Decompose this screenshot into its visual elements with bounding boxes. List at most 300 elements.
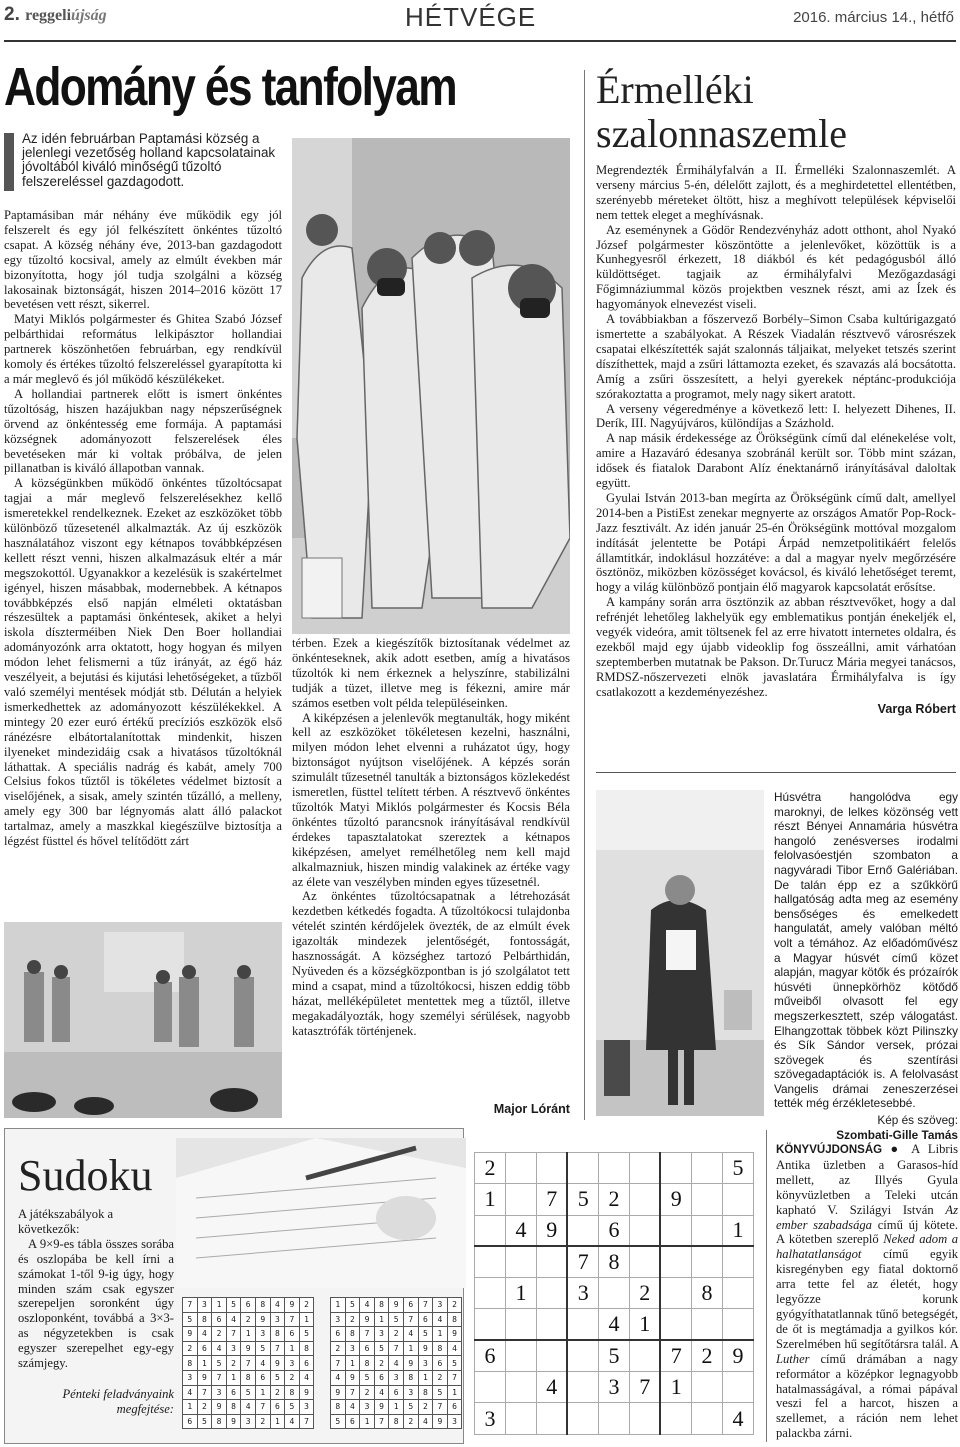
solution-cell: 2 [299, 1298, 314, 1313]
solution-cell: 5 [374, 1341, 389, 1356]
solution-cell: 5 [331, 1414, 346, 1429]
puzzle-cell [598, 1403, 629, 1434]
puzzle-cell: 9 [722, 1340, 753, 1371]
sudoku-row [475, 1372, 754, 1403]
caption-credit-label: Kép és szöveg: [877, 1113, 958, 1128]
puzzle-cell: 4 [536, 1372, 567, 1403]
paragraph: Megrendezték Érmihályfalván a II. Érmelléki Szalonnaszemlét. A verseny március 5-én, délelőtt zajlott, és a meghirdetettel ellentétben, szerényebb méreteket öltött, hisz a meghívott települések képviselői nem tettek eleget a meghívásnak. [596, 163, 956, 222]
column-divider [584, 70, 585, 1120]
sudoku-row [475, 1215, 754, 1246]
right-article-author: Varga Róbert [877, 701, 956, 716]
solution-cell: 1 [255, 1385, 270, 1400]
puzzle-cell [629, 1215, 660, 1246]
puzzle-cell: 6 [598, 1215, 629, 1246]
solution-cell: 6 [197, 1341, 212, 1356]
puzzle-cell [536, 1340, 567, 1371]
solution-cell: 4 [226, 1312, 241, 1327]
solution-cell: 3 [360, 1400, 375, 1415]
sudoku-row [183, 1298, 314, 1313]
main-article-col1 [4, 208, 282, 849]
solution-cell: 7 [241, 1356, 256, 1371]
puzzle-cell: 5 [722, 1153, 753, 1184]
paragraph: A továbbiakban a főszervező Borbély–Simon Csaba kultúrigazgató ismertette a szabályokat. A Részek Viadalán résztvevő városrészek csapatai elkészítették saját szalonnás táljaikat, melyeket tetszés szerint díszíthettek, majd a zsűri láttamozta ezeket, és szavazás alá bocsátotta. Amíg a zsűri összesített, a helyi gyerekek néptánc-produkciója szórakoztatta a programot, mely nagy sikert aratott. [596, 312, 956, 401]
puzzle-cell [722, 1184, 753, 1215]
solution-cell: 1 [331, 1298, 346, 1313]
lead-accent-bar [4, 133, 14, 191]
paragraph: A nap másik érdekessége az Örökségünk című dal elénekelése volt, amire a Hazaváró édesanya szobránál került sor. Több mint százan, idősek és fiatalok Darabont Alíz énektanárnő irányításával daloltak együtt. [596, 431, 956, 491]
solution-cell: 6 [345, 1414, 360, 1429]
solution-cell: 7 [285, 1312, 300, 1327]
puzzle-cell [722, 1309, 753, 1340]
solution-cell: 7 [345, 1385, 360, 1400]
solution-cell: 4 [212, 1341, 227, 1356]
paragraph: A hollandiai partnerek előtt is ismert önkéntes tűzoltóság, hiszen hazájukban nagy népszerűségnek örvend az önkéntesség eme formája. A paptamási községnek adományozott felszerelések éles bevetéseken már ki voltak próbálva, de jelen pillanatban is kiváló állapotban vannak. [4, 386, 282, 476]
solution-cell: 7 [360, 1327, 375, 1342]
solution-cell: 7 [270, 1341, 285, 1356]
book-title: Luther [776, 1351, 810, 1366]
solution-cell: 7 [433, 1400, 448, 1415]
paragraph: A kiképzésen a jelenlevők megtanulták, hogy miként kell az eszközöket tökéletesen kezelni, használni, milyen módon lehet elvenni a ruházatot úgy, hogy biztonságot nyújtson viselőjének. A képzés során szimulált tűzesetnél tanulták a biztonságos közlekedést ismeretlen, füsttel telített térben. A résztvevő önkéntes tűzoltók Matyi Miklós polgármester és Kocsis Béla önkéntes tűzoltó parancsnok irányításával rendkívül érdekes tapasztalatokat szereztek a kétnapos kiképzésen, amelyet remélhetőleg nem kell majd alkalmazniuk, hiszen mindig valakinek az értéke vagy az élete van veszélyben minden egyes tűzesetnél. [292, 710, 570, 889]
right-article-body [596, 163, 956, 717]
puzzle-cell [660, 1309, 691, 1340]
solution-cell: 6 [433, 1356, 448, 1371]
solution-cell: 1 [241, 1327, 256, 1342]
puzzle-cell: 8 [691, 1278, 722, 1309]
puzzle-cell [475, 1372, 506, 1403]
solution-cell: 3 [241, 1414, 256, 1429]
puzzle-cell [722, 1246, 753, 1277]
section-title: HÉTVÉGE [405, 2, 537, 32]
solution-cell: 8 [226, 1400, 241, 1415]
paragraph: Az önkéntes tűzoltócsapatnak a létrehozását kezdetben kétkedés fogadta. A tűzoltókocsi tulajdonba vételét szintén kérdőjelek övezték, de az elmúlt évek igazolták mindezek jelentőségét, fontosságát, hasznosságát. A községhez tartozó Pelbárthidán, Nyüveden és a községközpontban is jó szolgálatot tett mind a csapat, mind a tűzoltókocsi, hiszen eddig több házat, melléképületet mentettek meg a tűztől, illetve megakadályozták, hogy személyi sérülések, nagyobb katasztrófák történjenek. [292, 889, 570, 1038]
solution-cell: 2 [447, 1298, 462, 1313]
solution-cell: 2 [360, 1385, 375, 1400]
sudoku-row [331, 1312, 462, 1327]
sudoku-row [475, 1340, 754, 1371]
solution-cell: 6 [241, 1298, 256, 1313]
solution-cell: 5 [360, 1370, 375, 1385]
puzzle-cell: 8 [598, 1246, 629, 1277]
solution-cell: 6 [374, 1370, 389, 1385]
solution-cell: 4 [331, 1370, 346, 1385]
puzzle-cell: 7 [660, 1340, 691, 1371]
puzzle-cell: 1 [660, 1372, 691, 1403]
puzzle-cell [660, 1278, 691, 1309]
main-article-lead: Az idén februárban Paptamási község a jelenlegi vezetőség holland kapcsolatainak jóvoltából kiváló minőségű tűzoltó felszereléssel gazdagodott. [22, 131, 276, 189]
puzzle-cell: 1 [722, 1215, 753, 1246]
solution-cell: 4 [345, 1400, 360, 1415]
puzzle-cell: 1 [475, 1184, 506, 1215]
solution-cell: 9 [374, 1400, 389, 1415]
solution-cell: 9 [255, 1312, 270, 1327]
puzzle-cell [505, 1309, 536, 1340]
solution-cell: 6 [226, 1385, 241, 1400]
solution-cell: 1 [197, 1356, 212, 1371]
solution-cell: 6 [299, 1356, 314, 1371]
solution-cell: 9 [241, 1341, 256, 1356]
solution-cell: 6 [183, 1414, 198, 1429]
sudoku-row [183, 1370, 314, 1385]
solution-cell: 7 [331, 1356, 346, 1371]
solution-cell: 7 [389, 1341, 404, 1356]
solution-cell: 2 [183, 1341, 198, 1356]
solution-cell: 3 [331, 1312, 346, 1327]
solution-cell: 8 [241, 1370, 256, 1385]
firefighters-hall-photo [4, 922, 282, 1118]
puzzle-cell: 4 [598, 1309, 629, 1340]
puzzle-cell: 2 [691, 1340, 722, 1371]
puzzle-cell [505, 1153, 536, 1184]
solution-cell: 8 [345, 1327, 360, 1342]
solution-cell: 3 [299, 1400, 314, 1415]
puzzle-cell [691, 1153, 722, 1184]
puzzle-cell [505, 1184, 536, 1215]
puzzle-cell [536, 1246, 567, 1277]
solution-cell: 7 [255, 1400, 270, 1415]
solution-cell: 6 [447, 1400, 462, 1415]
book-title: Neked adom a halhatatlanságot [776, 1232, 959, 1262]
paragraph: Paptamásiban már néhány éve működik egy jól felszerelt és egy jól felkészített önkéntes tűzoltó csapat. A község néhány éve, 2013-ban gazdagodott egy tűzoltó kocsival, amely az elmúlt években már bizonyította, hogy jól tudja szolgálni a község lakosainak biztonságát, hiszen 2014–2016 között 17 bevetésen vett részt, sikerrel. [4, 208, 282, 312]
solution-cell: 4 [374, 1385, 389, 1400]
puzzle-cell [691, 1246, 722, 1277]
solution-cell: 5 [226, 1298, 241, 1313]
sudoku-row [183, 1385, 314, 1400]
solution-cell: 3 [403, 1385, 418, 1400]
solution-cell: 8 [183, 1356, 198, 1371]
right-article-title-line2: szalonnaszemle [596, 111, 847, 156]
puzzle-cell: 3 [567, 1278, 598, 1309]
puzzle-cell: 7 [629, 1372, 660, 1403]
solution-cell: 8 [403, 1370, 418, 1385]
solution-cell: 4 [241, 1400, 256, 1415]
sudoku-row [331, 1341, 462, 1356]
solution-cell: 1 [212, 1298, 227, 1313]
solution-cell: 8 [331, 1400, 346, 1415]
puzzle-cell: 1 [629, 1309, 660, 1340]
solution-cell: 8 [374, 1298, 389, 1313]
sudoku-row [183, 1356, 314, 1371]
solution-cell: 8 [270, 1327, 285, 1342]
solution-cell: 5 [241, 1385, 256, 1400]
solution-cell: 4 [447, 1341, 462, 1356]
puzzle-cell [567, 1340, 598, 1371]
puzzle-cell: 1 [505, 1278, 536, 1309]
solution-cell: 5 [447, 1356, 462, 1371]
puzzle-cell [629, 1153, 660, 1184]
solution-cell: 5 [418, 1327, 433, 1342]
puzzle-cell [505, 1340, 536, 1371]
solution-cell: 3 [212, 1385, 227, 1400]
sudoku-row [475, 1309, 754, 1340]
solution-cell: 3 [255, 1327, 270, 1342]
solution-cell: 6 [255, 1370, 270, 1385]
puzzle-cell [629, 1340, 660, 1371]
sudoku-newspaper-photo [176, 1138, 466, 1288]
solution-cell: 8 [285, 1385, 300, 1400]
solution-cell: 1 [374, 1312, 389, 1327]
firefighters-illustration [292, 138, 570, 634]
puzzle-cell [722, 1278, 753, 1309]
sudoku-row [183, 1327, 314, 1342]
puzzle-cell: 4 [505, 1215, 536, 1246]
puzzle-cell: 2 [629, 1278, 660, 1309]
solution-cell: 2 [226, 1356, 241, 1371]
solution-cell: 2 [433, 1370, 448, 1385]
solution-cell: 3 [197, 1298, 212, 1313]
pen-on-puzzle-illustration [176, 1138, 466, 1288]
puzzle-cell [536, 1153, 567, 1184]
solution-cell: 6 [403, 1298, 418, 1313]
puzzle-cell: 6 [475, 1340, 506, 1371]
solution-cell: 3 [183, 1370, 198, 1385]
puzzle-cell [536, 1309, 567, 1340]
solution-cell: 1 [270, 1414, 285, 1429]
solution-cell: 5 [212, 1356, 227, 1371]
sudoku-rules [18, 1207, 174, 1417]
sudoku-rules-text: A 9×9-es tábla összes sorába és oszlopába be kell írni a számokat 1-től 9-ig úgy, hogy minden szám csak egyszer szerepeljen soronként úgy oszloponként, továbbá a 3×3-as négyzetekben is csak egyszer szerepelhet egy-egy számjegy. [18, 1236, 174, 1371]
solution-cell: 9 [447, 1327, 462, 1342]
solution-cell: 5 [433, 1385, 448, 1400]
sudoku-row [331, 1298, 462, 1313]
puzzle-cell [722, 1372, 753, 1403]
solution-cell: 6 [270, 1400, 285, 1415]
puzzle-cell [691, 1403, 722, 1434]
sudoku-solution-label: Pénteki feladványaink megfejtése: [62, 1386, 174, 1416]
puzzle-cell: 7 [536, 1184, 567, 1215]
solution-cell: 8 [447, 1312, 462, 1327]
solution-cell: 4 [299, 1370, 314, 1385]
puzzle-cell: 5 [567, 1184, 598, 1215]
book-title: Az ember szabadsága [776, 1202, 958, 1232]
puzzle-cell [629, 1403, 660, 1434]
solution-cell: 6 [360, 1341, 375, 1356]
solution-cell: 8 [433, 1341, 448, 1356]
puzzle-cell [629, 1184, 660, 1215]
sudoku-puzzle-grid [474, 1152, 754, 1435]
puzzle-cell: 3 [475, 1403, 506, 1434]
solution-cell: 3 [433, 1298, 448, 1313]
solution-cell: 9 [212, 1400, 227, 1415]
solution-cell: 7 [183, 1298, 198, 1313]
puzzle-cell [691, 1372, 722, 1403]
solution-cell: 4 [403, 1327, 418, 1342]
sudoku-row [331, 1400, 462, 1415]
training-hall-illustration [4, 922, 282, 1118]
solution-cell: 9 [183, 1327, 198, 1342]
solution-cell: 3 [447, 1414, 462, 1429]
sudoku-row [475, 1246, 754, 1277]
solution-cell: 7 [403, 1312, 418, 1327]
solution-cell: 8 [389, 1414, 404, 1429]
book-news-kicker: KÖNYVÚJDONSÁG [776, 1144, 883, 1156]
performer-illustration [596, 790, 764, 1116]
sudoku-solution-right [330, 1297, 462, 1429]
puzzle-cell: 2 [475, 1153, 506, 1184]
sudoku-solution-left [182, 1297, 314, 1429]
solution-cell: 4 [197, 1327, 212, 1342]
solution-cell: 3 [418, 1356, 433, 1371]
puzzle-cell [598, 1153, 629, 1184]
sudoku-row [183, 1341, 314, 1356]
solution-cell: 7 [374, 1414, 389, 1429]
solution-cell: 1 [389, 1400, 404, 1415]
solution-cell: 5 [183, 1312, 198, 1327]
puzzle-cell [567, 1153, 598, 1184]
puzzle-cell [505, 1246, 536, 1277]
page-number: 2. [4, 4, 20, 25]
photo-caption [774, 790, 958, 1142]
puzzle-cell [660, 1215, 691, 1246]
puzzle-cell: 9 [660, 1184, 691, 1215]
puzzle-cell [629, 1246, 660, 1277]
solution-cell: 7 [299, 1414, 314, 1429]
solution-cell: 1 [447, 1385, 462, 1400]
solution-cell: 3 [374, 1327, 389, 1342]
solution-cell: 6 [212, 1312, 227, 1327]
newspaper-brand: reggeliújság [25, 7, 107, 24]
puzzle-cell [567, 1372, 598, 1403]
right-article-title [596, 68, 847, 156]
sudoku-row [183, 1414, 314, 1429]
puzzle-cell [567, 1403, 598, 1434]
puzzle-cell [475, 1309, 506, 1340]
puzzle-cell [567, 1215, 598, 1246]
puzzle-cell: 4 [722, 1403, 753, 1434]
solution-cell: 1 [299, 1312, 314, 1327]
puzzle-cell [691, 1309, 722, 1340]
main-article-title: Adomány és tanfolyam [4, 57, 456, 117]
solution-cell: 1 [403, 1341, 418, 1356]
caption-text: Húsvétra hangolódva egy maroknyi, de lelkes közönség vett részt Bényei Annamária húsvétra hangoló zenésverses irodalmi felolvasóestjén szombaton a nagyváradi Tibor Ernő Galériában. De talán épp ez a szűkkörű hallgatóság adta meg az esemény bensőséges és emelkedett hangulatát, amely valóban méltó volt a témához. Az előadóművész a Magyar húsvét című közet alapján, magyar kötők és prózaírók húsvéti ünnepkörhöz kötődő műveiből olvasott fel egy megszerkesztett, szép válogatást. Elhangzottak többek közt Pilinszky és Sík Sándor versek, prózai szövegek és szentírási szövegadaptációk is. A felolvasást Vangelis drámai zeneszerzései tették még érzékletesebbé. [774, 790, 958, 1111]
solution-cell: 2 [331, 1341, 346, 1356]
sudoku-row [331, 1414, 462, 1429]
solution-cell: 9 [345, 1370, 360, 1385]
puzzle-cell: 3 [598, 1372, 629, 1403]
solution-cell: 9 [389, 1298, 404, 1313]
solution-cell: 2 [241, 1312, 256, 1327]
sudoku-row [183, 1312, 314, 1327]
section-rule [596, 772, 956, 773]
solution-cell: 8 [212, 1414, 227, 1429]
sudoku-row [331, 1385, 462, 1400]
main-article-col2 [292, 636, 570, 1038]
puzzle-cell [691, 1215, 722, 1246]
main-article-author: Major Lóránt [493, 1102, 570, 1116]
sudoku-row [331, 1370, 462, 1385]
solution-cell: 4 [360, 1298, 375, 1313]
solution-cell: 2 [212, 1327, 227, 1342]
right-article-title-line1: Érmelléki [596, 67, 754, 112]
solution-cell: 5 [389, 1312, 404, 1327]
solution-cell: 2 [285, 1370, 300, 1385]
solution-cell: 2 [197, 1400, 212, 1415]
solution-cell: 8 [255, 1298, 270, 1313]
solution-cell: 4 [389, 1356, 404, 1371]
solution-cell: 5 [403, 1400, 418, 1415]
puzzle-cell [536, 1278, 567, 1309]
solution-cell: 4 [285, 1414, 300, 1429]
puzzle-cell: 7 [567, 1246, 598, 1277]
firefighters-training-photo [292, 138, 570, 634]
solution-cell: 2 [418, 1400, 433, 1415]
paragraph: A kampány során arra ösztönzik az abban résztvevőket, hogy a dal refrénjét lehetőleg lakhelyük egy emblematikus pontján énekeljék el, vegyék videóra, amit töltsenek fel az erre hivatott internetes oldalra, és ezekből majd egy újabb videoklip fog összeállni, amit várhatóan szeptemberben mutatnak be Pakson. Dr.Turucz Mária megyei tanácsos, RMDSZ-nőszervezeti elnök javaslatára Érmihályfalva is így csatlakozott a kezdeményezéshez. [596, 595, 956, 699]
solution-cell: 9 [331, 1385, 346, 1400]
solution-cell: 2 [403, 1414, 418, 1429]
sudoku-row [475, 1184, 754, 1215]
solution-cell: 9 [299, 1385, 314, 1400]
paragraph: térben. Ezek a kiegészítők biztosítanak védelmet az önkénteseknek, akik adott esetben, amíg a hivatásos tűzoltók ki nem érkeznek a helyszínre, stabilizálni tudják a tüzet, illetve meg is fékezni, amire már számos esetben volt példa településeinken. [292, 636, 570, 710]
puzzle-cell [660, 1246, 691, 1277]
solution-cell: 5 [285, 1400, 300, 1415]
solution-cell: 2 [374, 1356, 389, 1371]
solution-cell: 3 [285, 1356, 300, 1371]
page-header-issue [4, 4, 107, 26]
puzzle-cell [505, 1403, 536, 1434]
puzzle-cell: 2 [598, 1184, 629, 1215]
book-news: KÖNYVÚJDONSÁG ● A Libris Antika üzletben a Garasos-híd mellett, az Illyés Gyula könyvüzletben a Teleki utcán kapható V. Szilágyi István Az ember szabadsága című új kötete. A kötetben szereplő Neked adom a halhatatlanságot című egyik kisregényben egy fiatal doktornő arra tette fel az életét, hogy legyőzze korunk gyógyíthatatlannak tűnő betegségét, de őt is megtámadja a gyilkos kór. Szerelmében hű segítőtársra talál. A Luther című drámában a nagy reformátor a középkor legnagyobb hatalmasságával, a római pápával veszi fel a harcot, hiszen a szellemet, a ráción nem lehet palackba zárni. [776, 1142, 959, 1441]
solution-cell: 2 [255, 1414, 270, 1429]
solution-cell: 1 [418, 1370, 433, 1385]
puzzle-cell: 9 [536, 1215, 567, 1246]
solution-cell: 7 [447, 1370, 462, 1385]
puzzle-cell [660, 1403, 691, 1434]
solution-cell: 5 [270, 1370, 285, 1385]
solution-cell: 8 [299, 1341, 314, 1356]
solution-cell: 9 [270, 1356, 285, 1371]
paragraph: A verseny végeredménye a következő lett: I. helyezett Dihenes, II. Derík, III. Nagyújváros, különdíjas a Százhold. [596, 401, 956, 431]
solution-cell: 1 [360, 1414, 375, 1429]
solution-cell: 7 [197, 1385, 212, 1400]
sudoku-title: Sudoku [18, 1151, 153, 1200]
solution-cell: 6 [285, 1327, 300, 1342]
header-rule [4, 40, 956, 42]
solution-cell: 4 [255, 1356, 270, 1371]
solution-cell: 3 [389, 1370, 404, 1385]
solution-cell: 1 [345, 1356, 360, 1371]
solution-cell: 5 [255, 1341, 270, 1356]
solution-cell: 7 [212, 1370, 227, 1385]
column-divider [766, 1130, 767, 1442]
sudoku-row [475, 1403, 754, 1434]
puzzle-cell [536, 1403, 567, 1434]
sudoku-row [331, 1327, 462, 1342]
puzzle-cell [567, 1309, 598, 1340]
sudoku-row [475, 1278, 754, 1309]
solution-cell: 9 [226, 1414, 241, 1429]
solution-cell: 3 [345, 1341, 360, 1356]
solution-cell: 1 [285, 1341, 300, 1356]
puzzle-cell [475, 1215, 506, 1246]
solution-cell: 6 [418, 1312, 433, 1327]
sudoku-row [475, 1153, 754, 1184]
puzzle-cell [505, 1372, 536, 1403]
solution-cell: 6 [389, 1385, 404, 1400]
issue-date: 2016. március 14., hétfő [793, 9, 954, 26]
solution-cell: 8 [418, 1385, 433, 1400]
puzzle-cell [660, 1153, 691, 1184]
caption-credit-name: Szombati-Gille Tamás [836, 1127, 958, 1142]
puzzle-cell [475, 1278, 506, 1309]
solution-cell: 2 [345, 1312, 360, 1327]
solution-cell: 9 [403, 1356, 418, 1371]
solution-cell: 2 [270, 1385, 285, 1400]
solution-cell: 1 [226, 1370, 241, 1385]
solution-cell: 5 [299, 1327, 314, 1342]
paragraph: A községünkben működő önkéntes tűzoltócsapat tagjai a már meglevő felszerelésekhez kellő ismeretekkel rendelkeznek. Ezeket az eszközöket több különböző tűzesetenél alkalmazták. Az új eszközök használatához viszont egy kétnapos továbbképzésen kellett részt venni, hiszen alkalmazásuk eltér a már megszokottól. Ugyanakkor a kezelésük is szakértelmet igényel, hiszen másabbak, modernebbek. A kétnapos továbbképzés első napján elméleti oktatásban részesültek a paptamási önkéntesek, akiket a helyi iskola díszterméiben Niek Den Boer hollandiai adományozónk arra oktatott, hogy hogyan és milyen módon lehet felismerni a tűz irányát, az égő ház veszélyeit, a bejutási és kijutási lehetőségeket, a tűzből való személyi mentések módját stb. Délután a helyiek ismerkedhettek az adományozott készülékekkel. A mintegy 20 ezer euró értékű precíziós eszközök első ránézésre elbátortalanítottak mindenkit, hiszen ilyeneket mindezidáig csak a hivatásos tűzoltóknál láthattak. A speciális nadrág és kabát, amely 700 Celsius fokos tűztől is tökéletes védelmet biztosít a viselőjének, a sisak, amely szintén tűzálló, a melleny, amely egy 300 bar légnyomás alatt álló palackot tartalmaz, amely a maszkkal kiegészülve biztosítja a légzést füsttel és hővel telítődött zárt [4, 476, 282, 849]
puzzle-cell: 5 [598, 1340, 629, 1371]
paragraph: Az eseménynek a Gödör Rendezvényház adott otthont, ahol Nyakó József polgármester köszöntötte a jelenlevőket, közöttük is a Kunhegyesről érkezett, 18 diákból és két pedagógusból álló küldöttséget. tagjaik az érmihályfalvi Mezőgazdasági Főgimnáziummal közös projektben vesznek részt, ami az Ízek és hagyományok elnevezést viseli. [596, 222, 956, 312]
solution-cell: 4 [270, 1298, 285, 1313]
